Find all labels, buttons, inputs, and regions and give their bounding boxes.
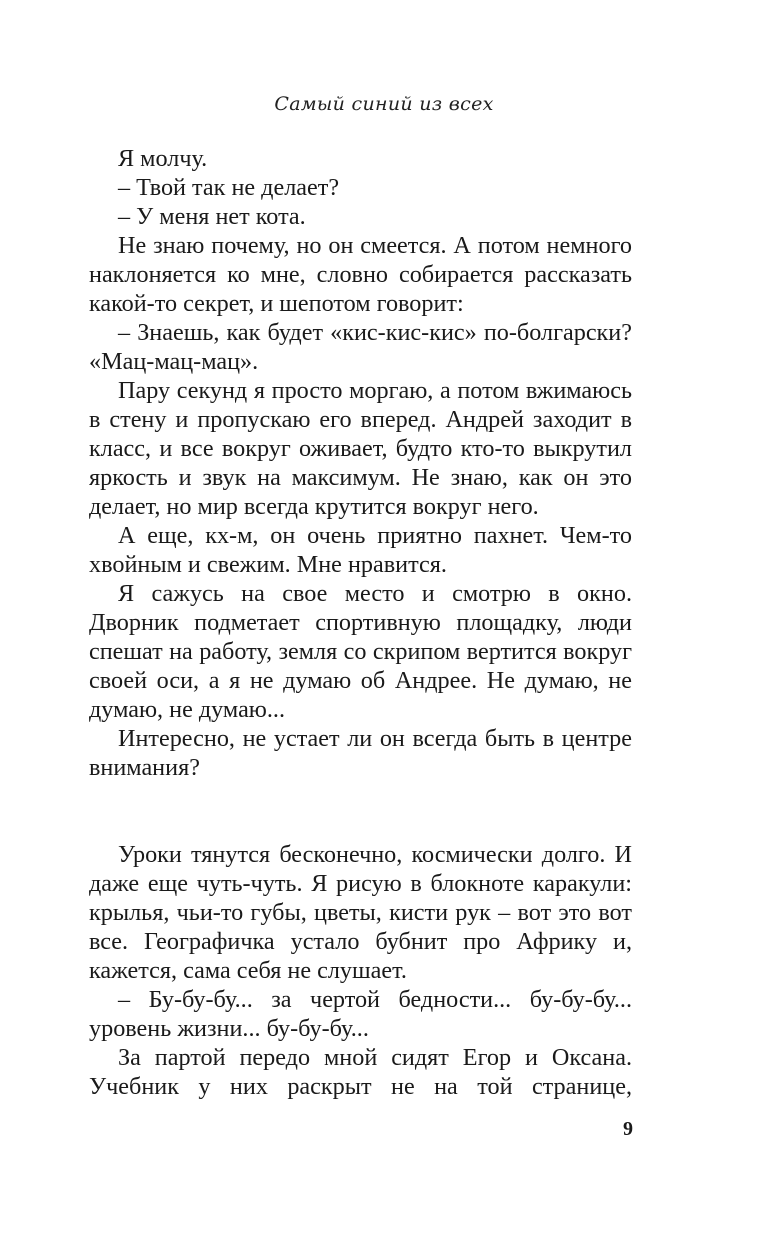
body-text — [89, 144, 632, 1101]
paragraph: Пару секунд я просто моргаю, а потом вжимаюсь в стену и пропускаю его вперед. Андрей заходит в класс, и все вокруг оживает, будто кто-то выкрутил яркость и звук на максимум. Не знаю, как он это делает, но мир всегда крутится вокруг него. — [89, 377, 632, 520]
page-number: 9 — [623, 1118, 633, 1140]
paragraph: – Твой так не делает? — [118, 174, 340, 201]
paragraph: Я молчу. — [118, 145, 208, 172]
paragraph: – У меня нет кота. — [118, 203, 306, 230]
running-head: Самый синий из всех — [274, 93, 494, 115]
paragraph: Интересно, не устает ли он всегда быть в центре внимания? — [89, 725, 632, 781]
paragraph: Уроки тянутся бесконечно, космически долго. И даже еще чуть-чуть. Я рисую в блокноте каракули: крылья, чьи-то губы, цветы, кисти рук – вот это вот все. Географичка устало бубнит про Африку и, кажется, сама себя не слушает. — [89, 841, 632, 984]
paragraph: За партой передо мной сидят Егор и Оксана. Учебник у них раскрыт не на той странице, — [89, 1044, 632, 1100]
paragraph: – Бу-бу-бу... за чертой бедности... бу-бу-бу... уровень жизни... бу-бу-бу... — [89, 986, 632, 1042]
section-break — [89, 782, 632, 840]
paragraph: Я сажусь на свое место и смотрю в окно. Дворник подметает спортивную площадку, люди спешат на работу, земля со скрипом вертится вокруг своей оси, а я не думаю об Андрее. Не думаю, не думаю, не думаю... — [89, 580, 632, 723]
paragraph: Не знаю почему, но он смеется. А потом немного наклоняется ко мне, словно собирается рассказать какой-то секрет, и шепотом говорит: — [89, 232, 632, 317]
paragraph: – Знаешь, как будет «кис-кис-кис» по-болгарски? «Мац-мац-мац». — [89, 319, 632, 375]
paragraph: А еще, кх-м, он очень приятно пахнет. Чем-то хвойным и свежим. Мне нравится. — [89, 522, 632, 578]
